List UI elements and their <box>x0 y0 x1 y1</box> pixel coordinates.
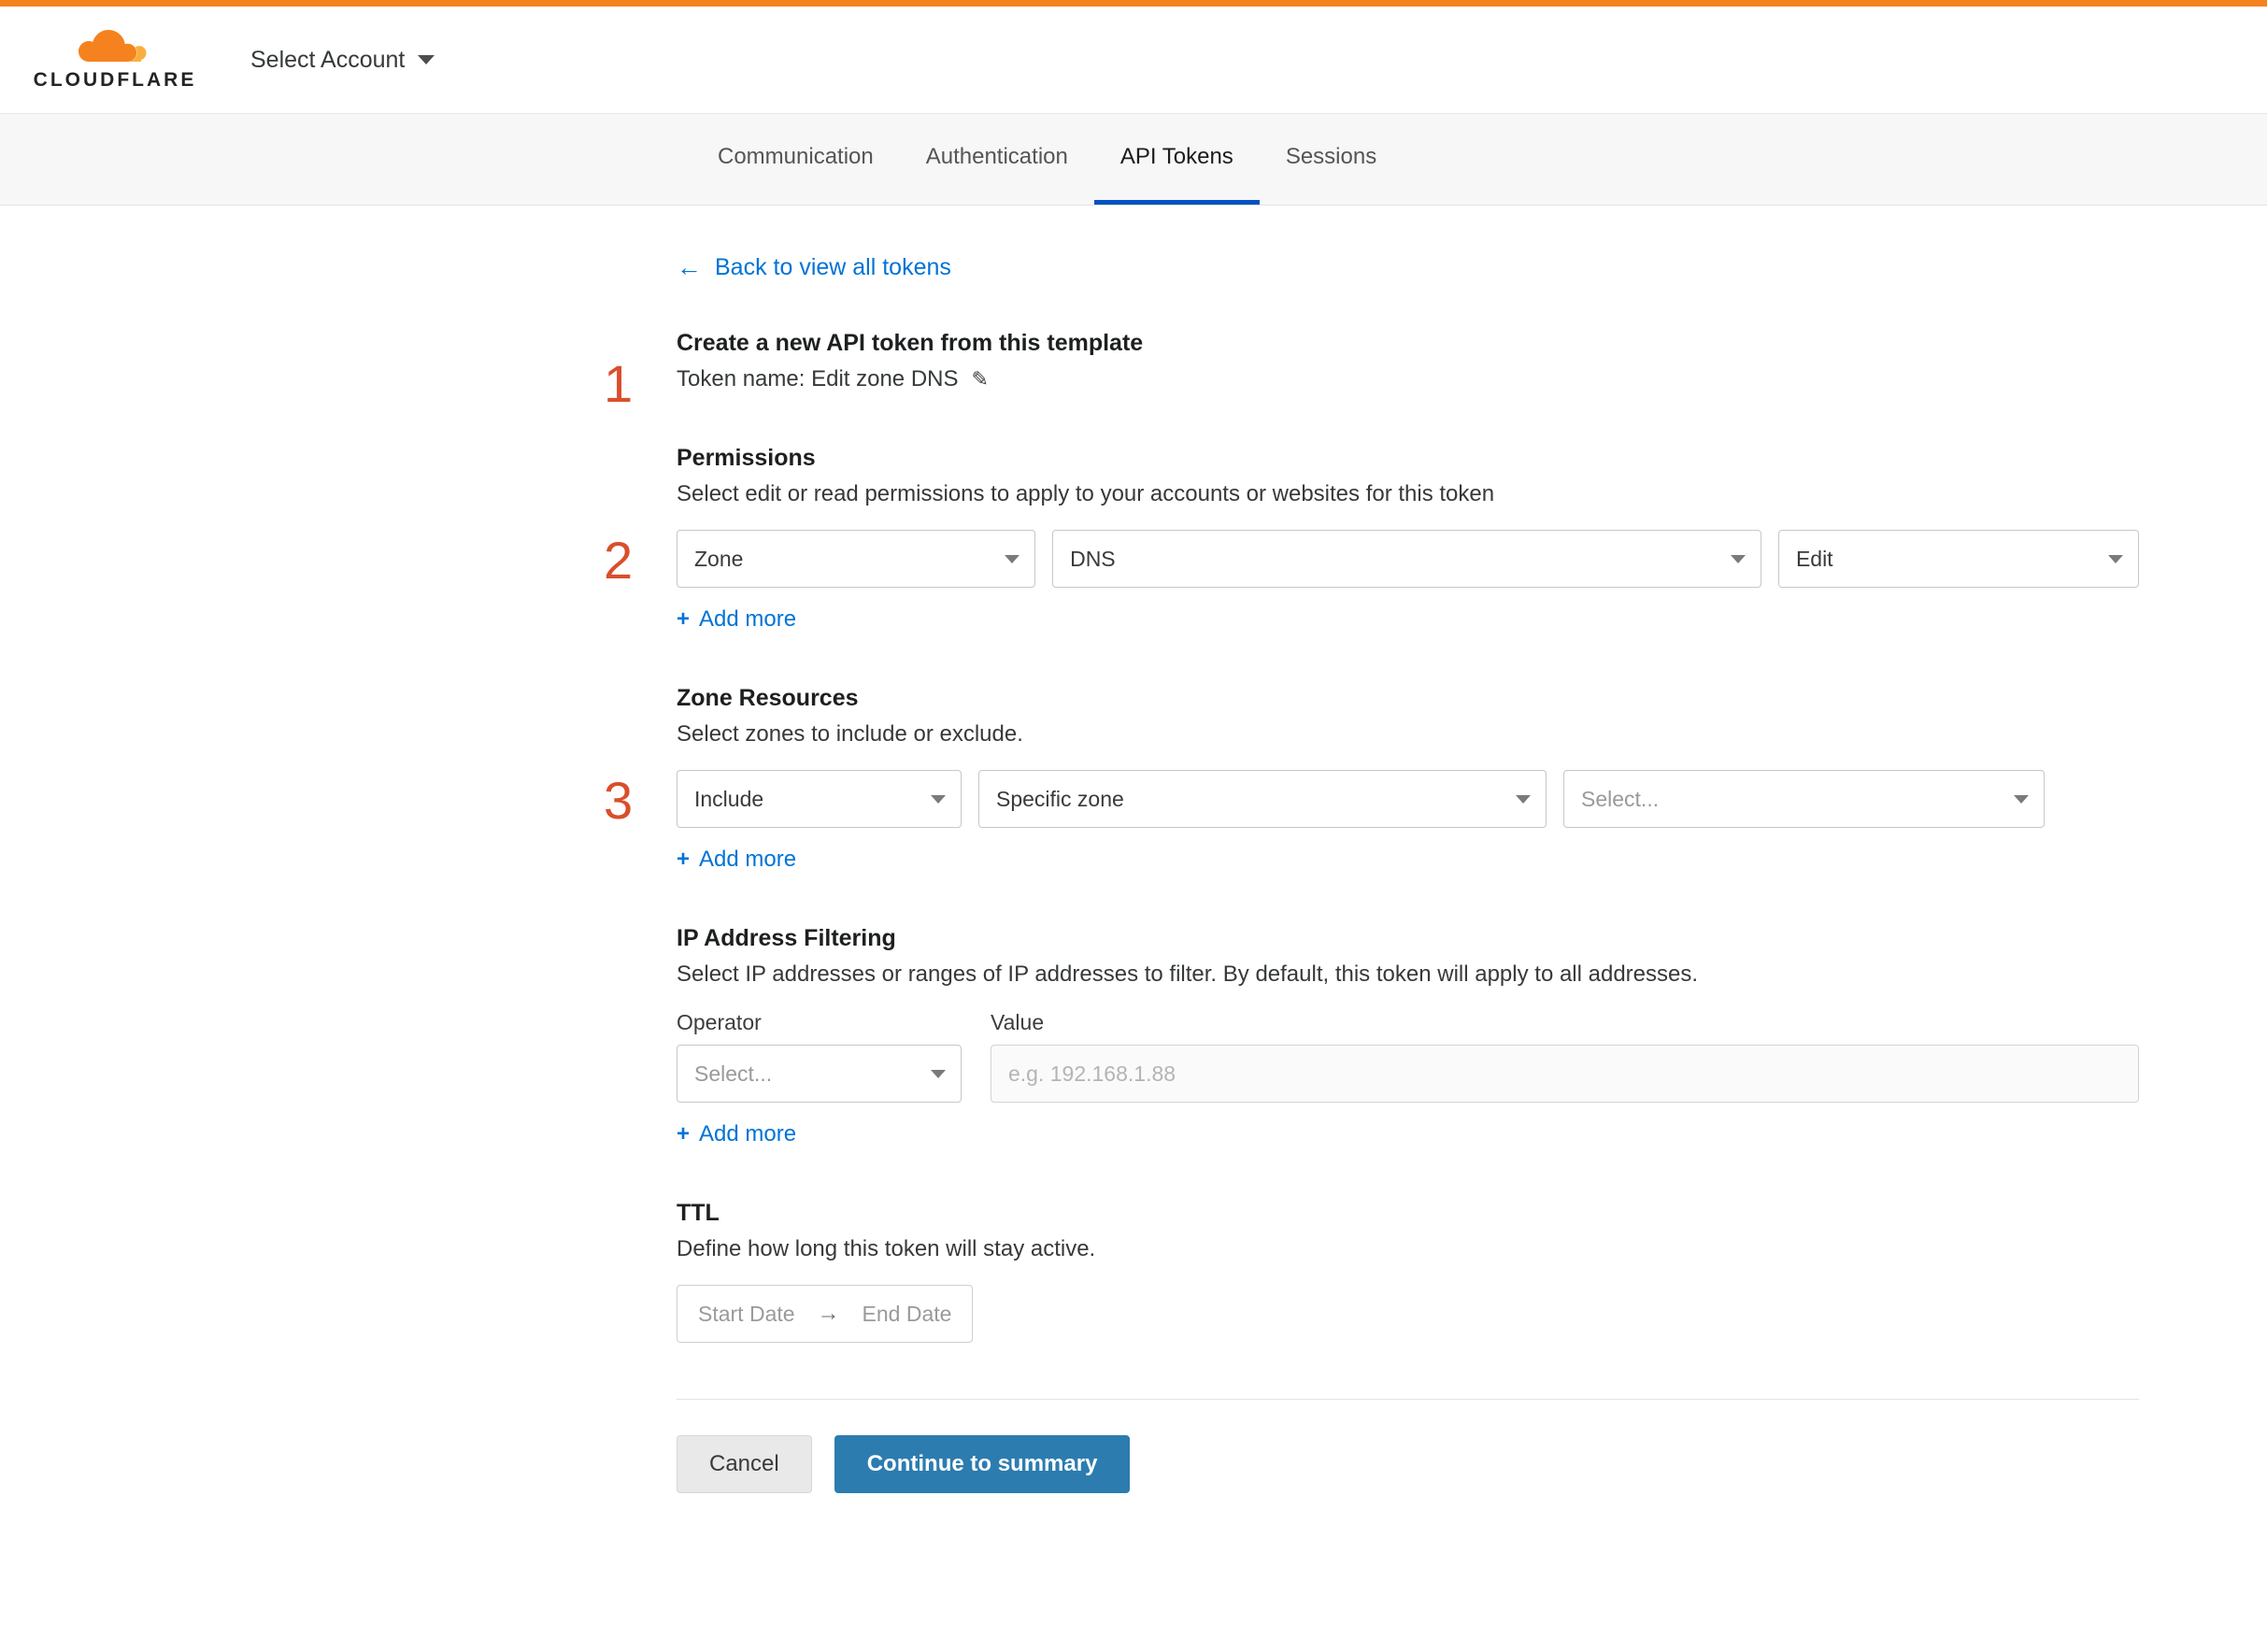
zone-type-value: Specific zone <box>996 786 1124 811</box>
zone-name-value: Select... <box>1581 786 1660 811</box>
ip-operator-value: Select... <box>694 1061 773 1086</box>
ip-filtering-description: Select IP addresses or ranges of IP addresses to filter. By default, this token will apply to all addresses. <box>677 961 1699 987</box>
back-link-label: Back to view all tokens <box>715 254 951 280</box>
back-to-all-tokens-link[interactable] <box>677 254 2139 281</box>
tab-api-tokens[interactable] <box>1094 114 1260 205</box>
zone-resources-add-more-button[interactable] <box>677 847 796 873</box>
cloudflare-wordmark: CLOUDFLARE <box>33 69 197 91</box>
chevron-down-icon <box>418 55 435 64</box>
ttl-start-date[interactable]: Start Date <box>698 1301 795 1326</box>
ttl-description: Define how long this token will stay active. <box>677 1236 1096 1261</box>
chevron-down-icon <box>2014 795 2029 804</box>
ip-operator-select[interactable] <box>677 1045 962 1103</box>
permission-scope-value: Zone <box>694 546 744 571</box>
ip-value-label: Value <box>991 1010 1045 1034</box>
tab-authentication[interactable] <box>900 114 1094 205</box>
tab-sessions-label: Sessions <box>1285 144 1377 169</box>
tab-api-tokens-label: API Tokens <box>1119 144 1233 169</box>
permission-access-value: Edit <box>1795 546 1833 571</box>
tab-authentication-label: Authentication <box>925 144 1068 169</box>
template-title: Create a new API token from this template <box>677 330 1144 356</box>
zone-resources-title: Zone Resources <box>677 685 859 711</box>
ip-filtering-add-more-label: Add more <box>699 1121 797 1146</box>
settings-tabbar <box>0 114 2267 206</box>
ttl-date-range-picker[interactable] <box>677 1285 973 1343</box>
cloudflare-cloud-icon <box>59 28 171 67</box>
zone-resources-row <box>677 770 2139 828</box>
plus-icon: + <box>677 606 691 632</box>
chevron-down-icon <box>2108 555 2123 563</box>
zone-type-select[interactable] <box>978 770 1547 828</box>
account-selector[interactable] <box>250 47 435 74</box>
ttl-section <box>677 1200 2139 1343</box>
token-name-row <box>677 366 2139 392</box>
arrow-right-icon: → <box>817 1301 840 1326</box>
permissions-add-more-label: Add more <box>699 606 797 632</box>
plus-icon: + <box>677 847 691 872</box>
cloudflare-logo <box>26 28 204 92</box>
permission-access-select[interactable] <box>1778 530 2139 588</box>
ip-operator-label: Operator <box>677 1010 762 1034</box>
zone-include-value: Include <box>694 786 764 811</box>
chevron-down-icon <box>931 1070 946 1078</box>
chevron-down-icon <box>1516 795 1531 804</box>
token-name-label: Token name: Edit zone DNS <box>677 366 959 392</box>
page-header <box>0 7 2267 114</box>
ip-filtering-add-more-button[interactable] <box>677 1121 796 1147</box>
permission-resource-value: DNS <box>1070 546 1116 571</box>
zone-resources-section <box>604 685 2139 873</box>
ip-filtering-section <box>677 925 2139 1147</box>
zone-name-select[interactable] <box>1563 770 2045 828</box>
permission-resource-select[interactable] <box>1052 530 1761 588</box>
permission-scope-select[interactable] <box>677 530 1035 588</box>
main-content <box>0 206 2267 1493</box>
tab-sessions[interactable] <box>1260 114 1403 205</box>
permissions-section <box>604 445 2139 633</box>
account-selector-label: Select Account <box>250 46 406 73</box>
chevron-down-icon <box>931 795 946 804</box>
footer-actions <box>677 1435 2139 1493</box>
continue-to-summary-button[interactable]: Continue to summary <box>834 1435 1131 1493</box>
tab-communication[interactable] <box>692 114 900 205</box>
permissions-description: Select edit or read permissions to apply to your accounts or websites for this token <box>677 481 1495 506</box>
chevron-down-icon <box>1731 555 1746 563</box>
cancel-button[interactable]: Cancel <box>677 1435 812 1493</box>
tab-communication-label: Communication <box>718 144 874 169</box>
ttl-end-date[interactable]: End Date <box>862 1301 952 1326</box>
step-number-1: 1 <box>604 354 634 413</box>
permissions-add-more-button[interactable] <box>677 606 796 633</box>
chevron-down-icon <box>1005 555 1019 563</box>
ip-filtering-title: IP Address Filtering <box>677 925 896 951</box>
step-number-3: 3 <box>604 771 634 830</box>
pencil-icon[interactable]: ✎ <box>971 367 989 391</box>
footer-divider <box>677 1399 2139 1400</box>
top-accent-bar <box>0 0 2267 7</box>
zone-resources-add-more-label: Add more <box>699 847 797 872</box>
permissions-title: Permissions <box>677 445 816 471</box>
ttl-title: TTL <box>677 1200 720 1226</box>
ip-filtering-row <box>677 1010 2139 1103</box>
ip-value-input[interactable] <box>991 1045 2139 1103</box>
zone-resources-description: Select zones to include or exclude. <box>677 721 1023 747</box>
plus-icon: + <box>677 1121 691 1146</box>
step-number-2: 2 <box>604 531 634 590</box>
zone-include-select[interactable] <box>677 770 962 828</box>
template-section <box>604 330 2139 413</box>
permissions-row <box>677 530 2139 588</box>
arrow-left-icon: ← <box>677 253 702 281</box>
